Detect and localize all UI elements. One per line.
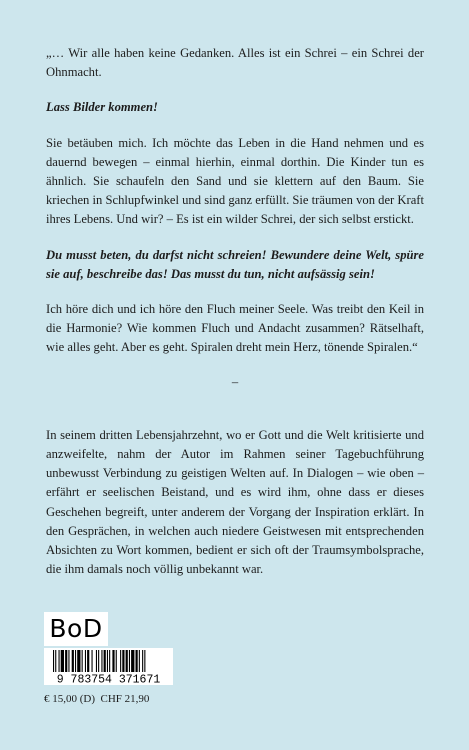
quote-admonition-paragraph: Du musst beten, du darfst nicht schreien! Bewundere deine Welt, spüre sie auf, beschreibe das! Das musst du tun, nicht aufsässig sein! (46, 247, 424, 281)
barcode-bar (98, 650, 99, 672)
barcode-bar (139, 650, 140, 672)
barcode-bar (96, 650, 97, 672)
barcode-bar (142, 650, 143, 672)
barcode-bar (85, 650, 86, 672)
barcode-bar (107, 650, 108, 672)
barcode-bar (75, 650, 76, 672)
book-description-paragraph: In seinem dritten Lebensjahrzehnt, wo er Gott und die Welt kritisierte und anzweifelte, nahm der Autor im Rahmen seiner Tagebuchführung unbewusst Verbindung zu geistigen Welten auf. In Dialogen – wie oben – erfährt er seelischen Beistand, und es wird ihm, ohne dass er dieses Geschehen begreift, unter anderem der Vorgang der Inspiration erklärt. In den Gesprächen, in welchen auch niedere Geistwesen mit entsprechenden Absichten zu Wort kommen, bedient er sich oft der Traumsymbolsprache, die ihm damals noch völlig unbekannt war. (46, 427, 424, 577)
barcode-bar (59, 650, 60, 672)
barcode-bar (61, 650, 64, 672)
barcode-bar (136, 650, 138, 672)
publisher-logo: BoD (44, 612, 108, 646)
barcode-bar (144, 650, 145, 672)
barcode-graphic (44, 648, 173, 685)
barcode-bar (120, 650, 121, 672)
barcode-bar (116, 650, 117, 672)
barcode-bar (122, 650, 124, 672)
barcode-bar (104, 650, 106, 672)
barcode-bar (82, 650, 83, 672)
barcode-bar (129, 650, 130, 672)
barcode-bar (72, 650, 74, 672)
quote-closing-paragraph: Ich höre dich und ich höre den Fluch meiner Seele. Was treibt den Keil in die Harmonie? Wie kommen Fluch und Andacht zusammen? Rätselhaft, wie alles geht. Aber es geht. Spiralen dreht mein Herz, tönende Spiralen.“ (46, 302, 424, 355)
barcode-bar (109, 650, 110, 672)
barcode-bar (126, 650, 128, 672)
barcode-bar (92, 650, 93, 672)
barcode-bar (131, 650, 134, 672)
barcode-bar (101, 650, 102, 672)
price-label: € 15,00 (D) CHF 21,90 (44, 693, 150, 705)
back-cover-text (46, 44, 424, 579)
barcode-bar (68, 650, 69, 672)
isbn-digits: 9 783754 371671 (56, 673, 161, 685)
barcode-bar (87, 650, 89, 672)
barcode-bar (65, 650, 67, 672)
section-divider-dash: – (231, 374, 239, 389)
isbn-barcode (44, 648, 173, 685)
barcode-bar (53, 650, 54, 672)
quote-opening-paragraph: „… Wir alle haben keine Gedanken. Alles ist ein Schrei – ein Schrei der Ohnmacht. (46, 46, 424, 80)
barcode-bar (77, 650, 80, 672)
quote-body-paragraph: Sie betäuben mich. Ich möchte das Leben in die Hand nehmen und es dauernd bewegen – einmal hierhin, einmal dorthin. Die Kinder tun es ähnlich. Sie schaufeln den Sand und sie klettern auf den Baum. Sie kriechen in Schlupfwinkel und sind ganz erfüllt. Sie träumen von der Kraft ihres Lebens. Und wir? – Es ist ein wilder Schrei, der sich selbst erstickt. (46, 135, 424, 227)
barcode-bar (55, 650, 56, 672)
quote-reply-paragraph: Lass Bilder kommen! (46, 100, 158, 115)
barcode-bar (112, 650, 114, 672)
